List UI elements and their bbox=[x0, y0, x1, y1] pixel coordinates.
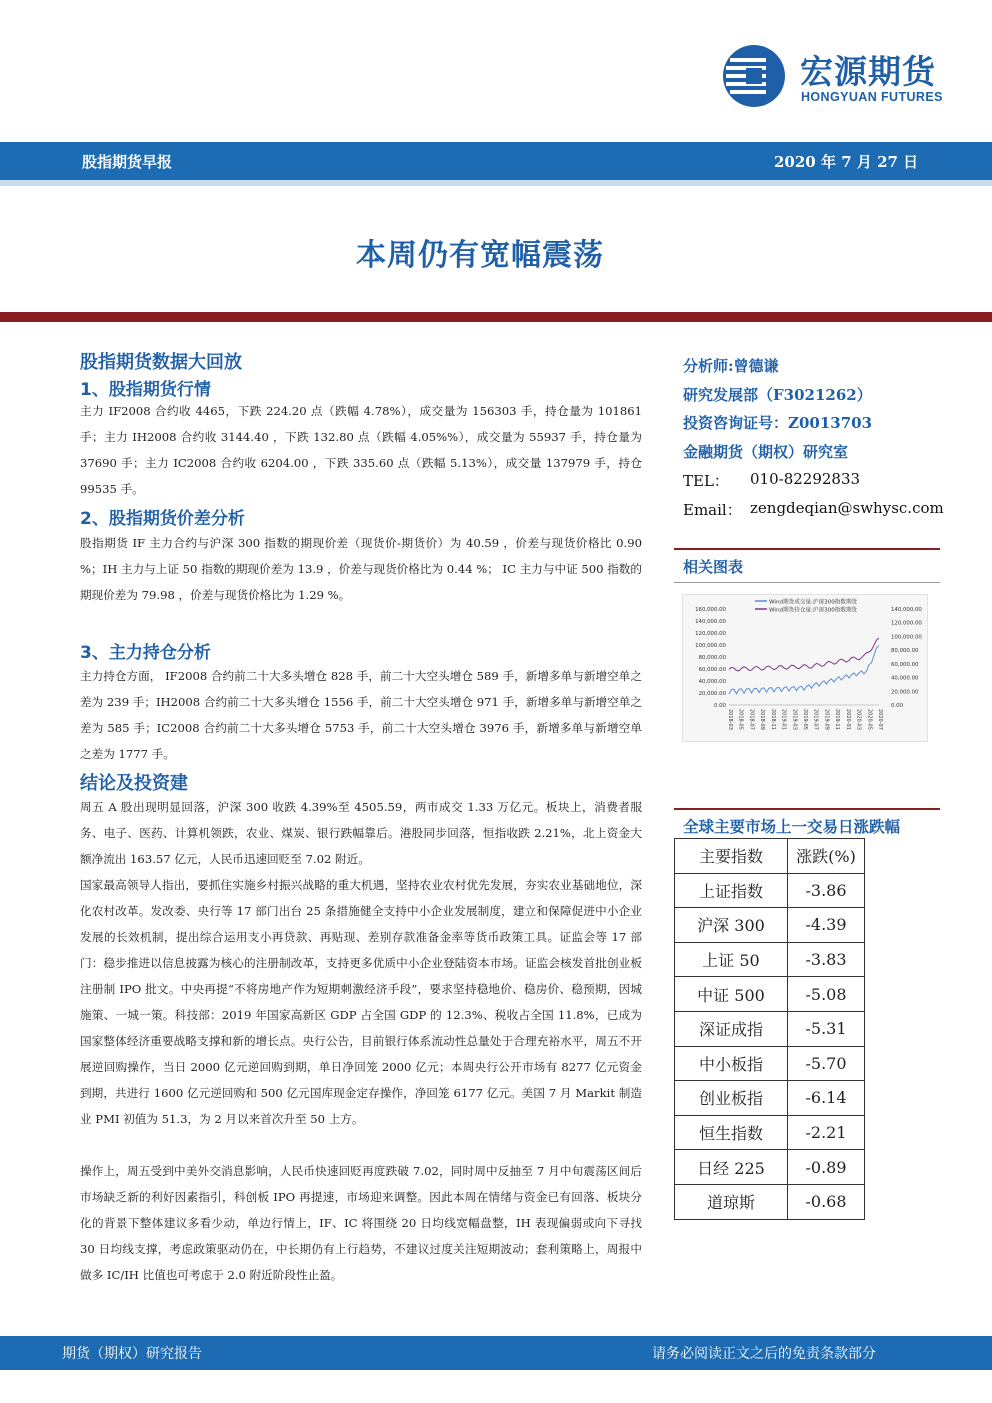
index-name-cell: 日经 225 bbox=[675, 1150, 788, 1185]
table-row bbox=[675, 1081, 865, 1116]
footer-report-type: 期货（期权）研究报告 bbox=[62, 1346, 202, 1362]
research-lab: 金融期货（期权）研究室 bbox=[683, 443, 849, 461]
change-cell: -0.89 bbox=[788, 1150, 865, 1185]
y-left-tick-label: 140,000.00 bbox=[695, 619, 726, 625]
index-name-cell: 上证指数 bbox=[675, 873, 788, 908]
y-right-tick-label: 0.00 bbox=[891, 703, 904, 709]
change-cell: -5.08 bbox=[788, 977, 865, 1012]
y-left-tick-label: 20,000.00 bbox=[698, 691, 726, 697]
table-row bbox=[675, 1184, 865, 1219]
position-heading: 3、主力持仓分析 bbox=[80, 643, 211, 663]
department: 研究发展部（F3021262） bbox=[683, 386, 872, 404]
y-right-tick-label: 80,000.00 bbox=[891, 648, 919, 655]
series-line-open-interest bbox=[729, 638, 879, 671]
market-table bbox=[674, 838, 865, 1220]
y-right-tick-label: 140,000.00 bbox=[891, 607, 922, 613]
y-left-tick-label: 120,000.00 bbox=[695, 631, 726, 637]
table-row bbox=[675, 1150, 865, 1185]
recap-heading: 股指期货数据大回放 bbox=[80, 352, 242, 373]
legend-label: Wind期货持仓量:沪深300指数期货 bbox=[769, 607, 858, 614]
y-left-tick-label: 160,000.00 bbox=[695, 607, 726, 613]
email-address[interactable]: zengdeqian@swhysc.com bbox=[750, 499, 944, 517]
license-number: 投资咨询证号：Z0013703 bbox=[683, 414, 873, 432]
index-name-cell: 中小板指 bbox=[675, 1046, 788, 1081]
table-top-rule bbox=[674, 808, 940, 810]
x-tick-label: 2019-03 bbox=[791, 709, 798, 730]
page-title: 本周仍有宽幅震荡 bbox=[356, 238, 604, 273]
position-text: 主力持仓方面， IF2008 合约前二十大多头增仓 828 手，前二十大空头增仓 589 手，新增多单与新增空单之差为 239 手；IH2008 合约前二十大多头增仓 1556 手，前二十大空头增仓 971 手，新增多单与新增空单之差为 585 手；IC2008 合约前二十大多头增仓 5753 手，前二十大空头增仓 3976 手，新增多单与新增空单之差为 1777 手。 bbox=[80, 669, 642, 761]
conclusion-paragraph-2: 国家最高领导人指出，要抓住实施乡村振兴战略的重大机遇，坚持农业农村优先发展，夯实农业基础地位，深化农村改革。发改委、央行等 17 部门出台 25 条措施健全支持中小企业发展制度，建立和保障促进中小企业发展的长效机制，提出综合运用支小再贷款、再贴现、差别存款准备金率等货币政策工具。证监会等 17 部门：稳步推进以信息披露为核心的注册制改革，支持更多优质中小企业登陆资本市场。证监会核发首批创业板注册制 IPO 批文。中央再提“不将房地产作为短期刺激经济手段”，要求坚持稳地价、稳房价、稳预期，因城施策、一城一策。科技部：2019 年国家高新区 GDP 占全国 GDP 的 12.3%、税收占全国 11.8%，已成为国家整体经济重要战略支撑和新的增长点。央行公告，目前银行体系流动性总量处于合理充裕水平，周五不开展逆回购操作，当日 2000 亿元逆回购到期，单日净回笼 2000 亿元；本周央行公开市场有 8277 亿元资金到期，共进行 1600 亿元逆回购和 500 亿元国库现金定存操作，净回笼 6177 亿元。美国 7 月 Markit 制造业 PMI 初值为 51.3，为 2 月以来首次升至 50 上方。 bbox=[80, 878, 642, 1126]
x-tick-label: 2019-07 bbox=[812, 709, 819, 730]
table-row bbox=[675, 908, 865, 943]
table-row bbox=[675, 977, 865, 1012]
y-left-tick-label: 40,000.00 bbox=[698, 679, 726, 685]
basis-heading: 2、股指期货价差分析 bbox=[80, 509, 245, 529]
conclusion-paragraph-1: 周五 A 股出现明显回落，沪深 300 收跌 4.39%至 4505.59，两市成交 1.33 万亿元。板块上，消费者服务、电子、医药、计算机领跌，农业、煤炭、银行跌幅靠后。港股同步回落，恒指收跌 2.21%，北上资金大额净流出 163.57 亿元，人民币迅速回贬至 7.02 附近。 bbox=[80, 800, 642, 866]
x-tick-label: 2019-11 bbox=[834, 709, 841, 730]
index-name-cell: 恒生指数 bbox=[675, 1115, 788, 1150]
hongyuan-logo-icon bbox=[722, 44, 786, 108]
y-left-tick-label: 80,000.00 bbox=[698, 655, 726, 661]
index-name-cell: 中证 500 bbox=[675, 977, 788, 1012]
report-type: 股指期货早报 bbox=[82, 153, 173, 171]
market-text: 主力 IF2008 合约收 4465，下跌 224.20 点（跌幅 4.78%），成交量为 156303 手，持仓量为 101861 手；主力 IH2008 合约收 3144.40 ，下跌 132.80 点（跌幅 4.05%%），成交量为 55937 手，持仓量为 37690 手；主力 IC2008 合约收 6204.00 ，下跌 335.60 点（跌幅 5.13%），成交量 137979 手，持仓 99535 手。 bbox=[80, 404, 642, 496]
conclusion-heading: 结论及投资建 bbox=[80, 773, 188, 794]
y-right-tick-label: 20,000.00 bbox=[891, 689, 919, 696]
y-left-tick-label: 100,000.00 bbox=[695, 643, 726, 649]
change-cell: -0.68 bbox=[788, 1184, 865, 1219]
change-cell: -3.86 bbox=[788, 873, 865, 908]
x-tick-label: 2019-09 bbox=[823, 709, 830, 730]
y-right-tick-label: 100,000.00 bbox=[891, 634, 922, 641]
x-tick-label: 2019-01 bbox=[780, 709, 787, 730]
table-heading: 全球主要市场上一交易日涨跌幅 bbox=[683, 817, 901, 836]
tel-number: 010-82292833 bbox=[750, 470, 861, 488]
header-bar-shadow bbox=[0, 180, 992, 186]
x-tick-label: 2019-05 bbox=[802, 709, 808, 730]
x-tick-label: 2020-01 bbox=[844, 709, 851, 730]
change-cell: -4.39 bbox=[788, 908, 865, 943]
change-cell: -5.31 bbox=[788, 1011, 865, 1046]
index-name-cell: 沪深 300 bbox=[675, 908, 788, 943]
x-tick-label: 2018-07 bbox=[748, 709, 755, 730]
chart-heading: 相关图表 bbox=[683, 558, 744, 576]
x-tick-label: 2020-05 bbox=[866, 709, 873, 730]
legend-label: Wind期货成交量:沪深300指数期货 bbox=[769, 599, 858, 606]
x-tick-label: 2020-03 bbox=[855, 709, 862, 730]
change-cell: -3.83 bbox=[788, 942, 865, 977]
index-name-cell: 创业板指 bbox=[675, 1081, 788, 1116]
y-right-tick-label: 60,000.00 bbox=[891, 661, 919, 668]
related-chart bbox=[682, 594, 928, 742]
tel-label: TEL： bbox=[683, 472, 729, 490]
change-cell: -6.14 bbox=[788, 1081, 865, 1116]
table-row bbox=[675, 873, 865, 908]
index-name-cell: 深证成指 bbox=[675, 1011, 788, 1046]
analyst-name: 分析师:曾德谦 bbox=[683, 357, 779, 375]
x-tick-label: 2018-05 bbox=[737, 709, 744, 730]
index-name-cell: 主要指数 bbox=[675, 839, 788, 874]
table-row bbox=[675, 942, 865, 977]
chart-heading-rule bbox=[674, 582, 940, 583]
y-left-tick-label: 60,000.00 bbox=[698, 667, 726, 673]
conclusion-paragraph-3: 操作上，周五受到中美外交消息影响，人民币快速回贬再度跌破 7.02，同时周中反抽至 7 月中旬震荡区间后市场缺乏新的利好因素指引，科创板 IPO 再提速，市场迎来调整。因此本周在情绪与资金已有回落、板块分化的背景下整体建议多看少动，单边行情上，IF、IC 将围绕 20 日均线宽幅盘整，IH 表现偏弱或向下寻找 30 日均线支撑，考虑政策驱动仍在，中长期仍有上行趋势，不建议过度关注短期波动；套利策略上，周报中做多 IC/IH 比值也可考虑于 2.0 附近阶段性止盈。 bbox=[80, 1164, 642, 1282]
title-divider bbox=[0, 312, 992, 322]
table-row bbox=[675, 1115, 865, 1150]
table-row bbox=[675, 1011, 865, 1046]
table-header-row bbox=[675, 839, 865, 874]
chart-svg bbox=[683, 595, 927, 741]
footer-disclaimer: 请务必阅读正文之后的免责条款部分 bbox=[652, 1346, 876, 1362]
index-name-cell: 道琼斯 bbox=[675, 1184, 788, 1219]
basis-text: 股指期货 IF 主力合约与沪深 300 指数的期现价差（现货价-期货价）为 40.59 ，价差与现货价格比 0.90 %；IH 主力与上证 50 指数的期现价差为 13.9 ，价差与现货价格比为 0.44 %； IC 主力与中证 500 指数的期现价差为 79.98 ，价差与现货价格比为 1.29 %。 bbox=[80, 536, 642, 602]
change-cell: -2.21 bbox=[788, 1115, 865, 1150]
report-date: 2020 年 7 月 27 日 bbox=[774, 153, 919, 171]
x-tick-label: 2018-03 bbox=[727, 709, 733, 730]
change-cell: 涨跌(%) bbox=[788, 839, 865, 874]
table-row bbox=[675, 1046, 865, 1081]
brand-name-en: HONGYUAN FUTURES bbox=[801, 90, 943, 104]
x-tick-label: 2018-11 bbox=[769, 709, 776, 730]
company-logo bbox=[722, 44, 962, 110]
y-right-tick-label: 40,000.00 bbox=[891, 675, 919, 682]
change-cell: -5.70 bbox=[788, 1046, 865, 1081]
chart-top-rule bbox=[674, 548, 940, 550]
brand-name-cn: 宏源期货 bbox=[800, 52, 936, 91]
y-left-tick-label: 0.00 bbox=[713, 703, 726, 709]
index-name-cell: 上证 50 bbox=[675, 942, 788, 977]
x-tick-label: 2020-07 bbox=[877, 709, 883, 730]
y-right-tick-label: 120,000.00 bbox=[891, 620, 922, 627]
email-label: Email： bbox=[683, 501, 742, 519]
market-heading: 1、股指期货行情 bbox=[80, 380, 211, 400]
x-tick-label: 2018-09 bbox=[759, 709, 766, 730]
